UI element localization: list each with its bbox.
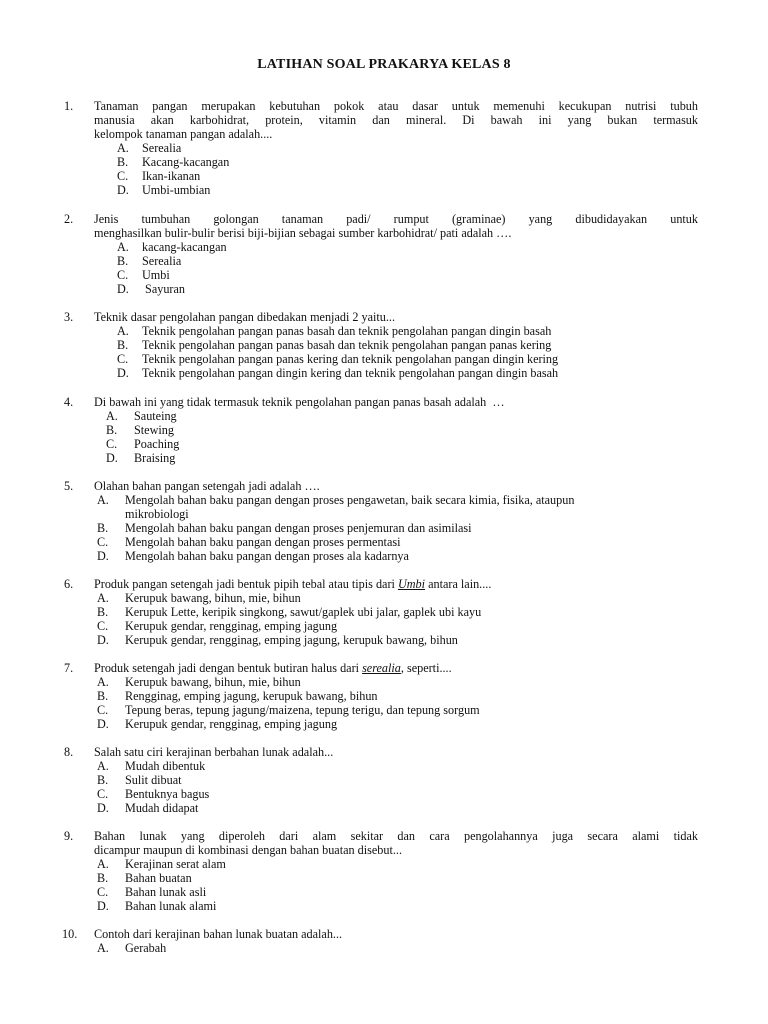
option-text: Teknik pengolahan pangan panas kering dan teknik pengolahan pangan dingin kering xyxy=(142,352,559,366)
option-text: Sayuran xyxy=(142,282,185,296)
option-text: Serealia xyxy=(142,254,182,268)
option-text: Bahan buatan xyxy=(125,871,192,885)
option-text: Mengolah bahan baku pangan dengan proses penjemuran dan asimilasi xyxy=(125,521,472,535)
option-letter: C. xyxy=(106,437,118,451)
question-number: 10. xyxy=(62,927,78,941)
option-letter: C. xyxy=(117,352,129,366)
page-title: LATIHAN SOAL PRAKARYA KELAS 8 xyxy=(257,57,511,72)
option-text: Teknik pengolahan pangan panas basah dan teknik pengolahan pangan dingin basah xyxy=(142,324,552,338)
option-text: Rengginag, emping jagung, kerupuk bawang, bihun xyxy=(125,689,378,703)
option-letter: A. xyxy=(106,409,118,423)
option-letter: A. xyxy=(97,759,109,773)
option-text: Braising xyxy=(134,451,176,465)
option-letter: A. xyxy=(97,675,109,689)
option-text: Bahan lunak alami xyxy=(125,899,217,913)
option-text: Sulit dibuat xyxy=(125,773,182,787)
option-text: Mengolah bahan baku pangan dengan proses pengawetan, baik secara kimia, fisika, ataupun xyxy=(125,493,575,507)
option-letter: D. xyxy=(97,549,109,563)
option-letter: D. xyxy=(97,899,109,913)
question-number: 9. xyxy=(64,829,74,843)
option-text: Kerupuk gendar, rengginag, emping jagung xyxy=(125,717,338,731)
question-line: Salah satu ciri kerajinan berbahan lunak adalah... xyxy=(94,745,334,759)
option-text: Mengolah bahan baku pangan dengan proses ala kadarnya xyxy=(125,549,409,563)
question-line: kelompok tanaman pangan adalah.... xyxy=(94,127,273,142)
option-text: Bentuknya bagus xyxy=(125,787,210,801)
option-letter: C. xyxy=(97,619,109,633)
option-text: Umbi-umbian xyxy=(142,183,211,197)
option-text-continued: mikrobiologi xyxy=(125,507,189,521)
question-line xyxy=(94,577,698,591)
option-letter: C. xyxy=(97,703,109,717)
option-letter: D. xyxy=(117,366,129,380)
option-text: Ikan-ikanan xyxy=(142,169,201,183)
question-line: dicampur maupun di kombinasi dengan bahan buatan disebut... xyxy=(94,843,403,858)
question-line-start: Produk setengah jadi dengan bentuk butiran halus dari xyxy=(94,661,363,675)
option-letter: C. xyxy=(97,535,109,549)
option-text: Mudah didapat xyxy=(125,801,199,815)
question-text xyxy=(94,927,698,941)
option-letter: D. xyxy=(97,633,109,647)
option-letter: B. xyxy=(117,254,129,268)
question-line: Di bawah ini yang tidak termasuk teknik pengolahan pangan panas basah adalah … xyxy=(94,395,505,409)
option-text: Serealia xyxy=(142,141,182,155)
option-text: Kerupuk bawang, bihun, mie, bihun xyxy=(125,591,301,605)
question-line-end: antara lain.... xyxy=(425,577,492,591)
option-text: Umbi xyxy=(142,268,170,282)
question-text xyxy=(94,745,698,759)
option-letter: D. xyxy=(97,801,109,815)
option-text: Stewing xyxy=(134,423,174,437)
option-text: Mengolah bahan baku pangan dengan proses permentasi xyxy=(125,535,401,549)
option-text: Kerupuk gendar, rengginag, emping jagung, kerupuk bawang, bihun xyxy=(125,633,458,647)
option-letter: B. xyxy=(97,871,109,885)
option-letter: B. xyxy=(97,689,109,703)
question-line: Contoh dari kerajinan bahan lunak buatan adalah... xyxy=(94,927,343,941)
option-letter: B. xyxy=(97,521,109,535)
option-letter: C. xyxy=(97,787,109,801)
question-line-end: , seperti.... xyxy=(400,661,452,675)
option-letter: B. xyxy=(117,338,129,352)
question-line: Teknik dasar pengolahan pangan dibedakan menjadi 2 yaitu... xyxy=(94,310,396,324)
option-text: Kerupuk bawang, bihun, mie, bihun xyxy=(125,675,301,689)
option-text: kacang-kacangan xyxy=(142,240,227,254)
emphasized-term: serealia xyxy=(362,661,401,675)
question-text xyxy=(94,212,698,240)
option-letter: A. xyxy=(97,941,109,955)
option-letter: B. xyxy=(106,423,118,437)
question-text xyxy=(94,310,698,324)
question-text xyxy=(94,577,698,591)
question-line: Tanaman pangan merupakan kebutuhan pokok atau dasar untuk memenuhi kecukupan nutrisi tubuh xyxy=(94,99,698,113)
question-line: Olahan bahan pangan setengah jadi adalah …. xyxy=(94,479,320,493)
question-line: Jenis tumbuhan golongan tanaman padi/ rumput (graminae) yang dibudidayakan untuk xyxy=(94,212,698,226)
question-number: 6. xyxy=(64,577,74,591)
question-line: Bahan lunak yang diperoleh dari alam sekitar dan cara pengolahannya juga secara alami tidak xyxy=(94,829,698,843)
option-letter: B. xyxy=(97,773,109,787)
option-text: Poaching xyxy=(134,437,180,451)
question-line-start: Produk pangan setengah jadi bentuk pipih tebal atau tipis dari xyxy=(94,577,398,591)
question-number: 5. xyxy=(64,479,74,493)
option-letter: C. xyxy=(117,268,129,282)
option-text: Tepung beras, tepung jagung/maizena, tepung terigu, dan tepung sorgum xyxy=(125,703,480,717)
question-text xyxy=(94,395,698,409)
option-text: Kerupuk gendar, rengginag, emping jagung xyxy=(125,619,338,633)
question-text xyxy=(94,99,698,142)
option-letter: A. xyxy=(97,591,109,605)
option-letter: A. xyxy=(97,857,109,871)
option-letter: A. xyxy=(117,240,129,254)
question-line xyxy=(94,661,698,675)
option-letter: A. xyxy=(117,324,129,338)
question-number: 8. xyxy=(64,745,74,759)
option-letter: A. xyxy=(117,141,129,155)
question-line: manusia akan karbohidrat, protein, vitamin dan mineral. Di bawah ini yang bukan termasuk xyxy=(94,113,698,128)
option-text: Teknik pengolahan pangan dingin kering dan teknik pengolahan pangan dingin basah xyxy=(142,366,559,380)
question-text xyxy=(94,661,698,675)
option-text: Kerajinan serat alam xyxy=(125,857,226,871)
emphasized-term: Umbi xyxy=(397,577,426,591)
option-letter: C. xyxy=(97,885,109,899)
question-number: 3. xyxy=(64,310,74,324)
option-letter: D. xyxy=(117,183,129,197)
option-letter: C. xyxy=(117,169,129,183)
option-letter: D. xyxy=(97,717,109,731)
option-text: Mudah dibentuk xyxy=(125,759,206,773)
option-text: Bahan lunak asli xyxy=(125,885,207,899)
option-letter: D. xyxy=(106,451,118,465)
option-text: Gerabah xyxy=(125,941,167,955)
option-letter: D. xyxy=(117,282,129,296)
question-number: 7. xyxy=(64,661,74,675)
question-text xyxy=(94,829,698,857)
question-number: 1. xyxy=(64,99,74,113)
question-number: 4. xyxy=(64,395,74,409)
question-line: menghasilkan bulir-bulir berisi biji-bijian sebagai sumber karbohidrat/ pati adalah …. xyxy=(94,226,512,241)
option-letter: A. xyxy=(97,493,109,507)
option-letter: B. xyxy=(97,605,109,619)
question-number: 2. xyxy=(64,212,74,226)
option-text: Kerupuk Lette, keripik singkong, sawut/gaplek ubi jalar, gaplek ubi kayu xyxy=(125,605,482,619)
option-text: Sauteing xyxy=(134,409,177,423)
option-text: Teknik pengolahan pangan panas basah dan teknik pengolahan pangan panas kering xyxy=(142,338,552,352)
option-letter: B. xyxy=(117,155,129,169)
option-text: Kacang-kacangan xyxy=(142,155,230,169)
question-text xyxy=(94,479,698,493)
